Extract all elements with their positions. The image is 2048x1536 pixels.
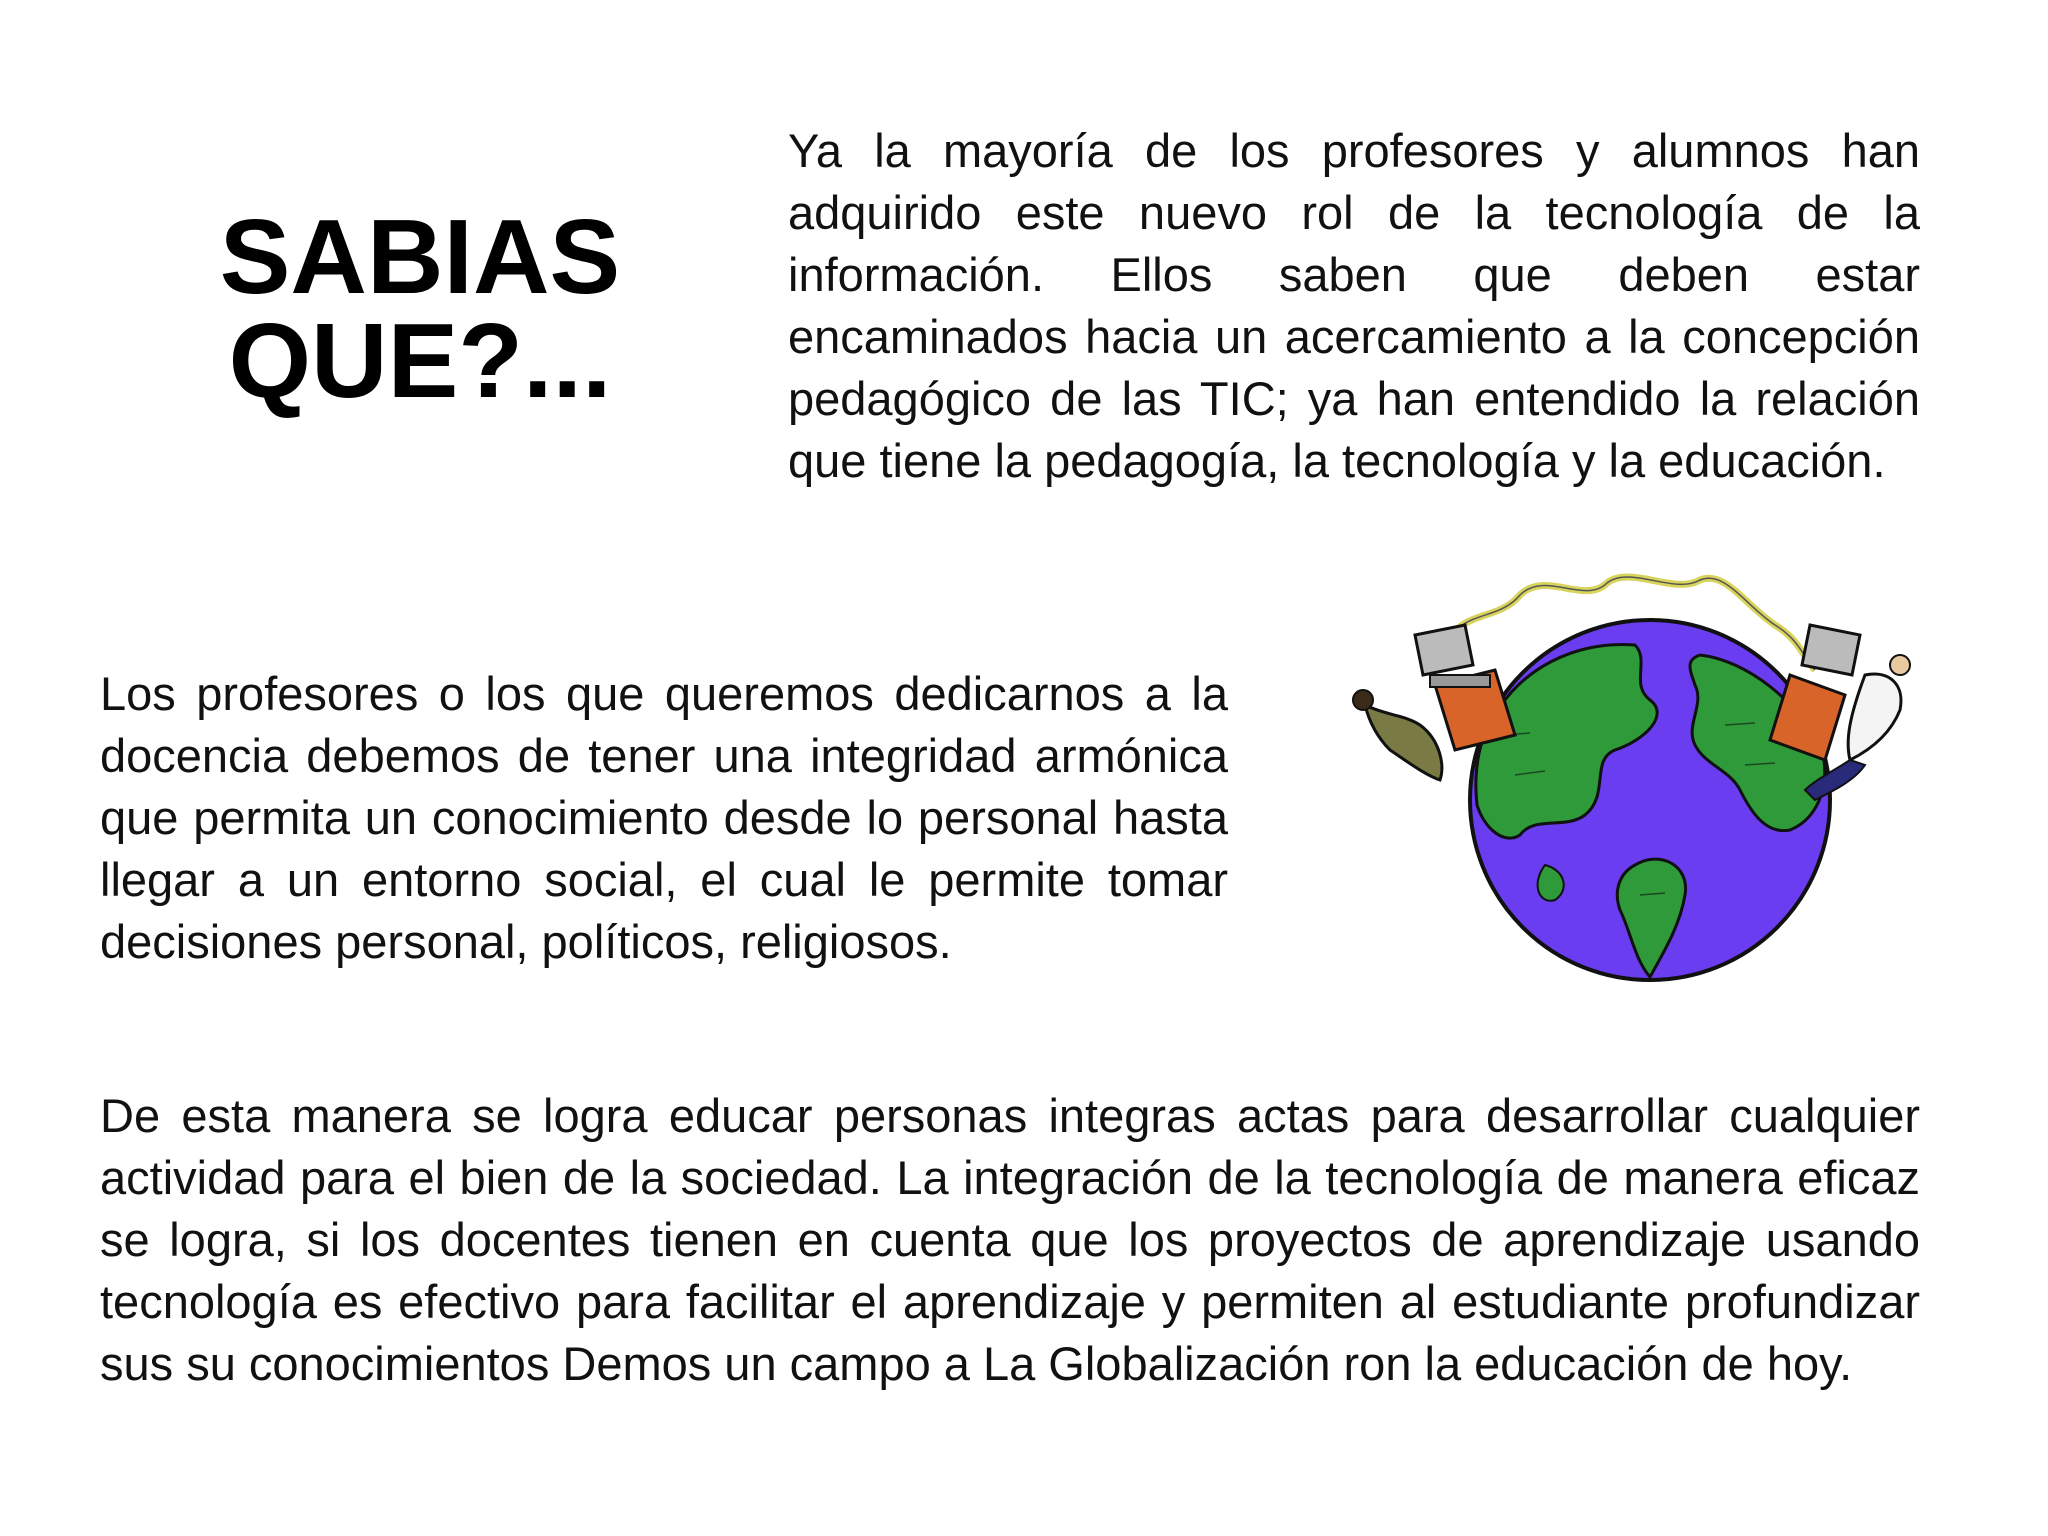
title-line-1: SABIAS	[219, 198, 621, 316]
globe-with-two-computer-users-icon	[1345, 565, 1925, 995]
slide-title	[150, 198, 690, 420]
paragraph-top: Ya la mayoría de los profesores y alumnos han adquirido este nuevo rol de la tecnología de la información. Ellos saben que deben estar encaminados hacia un acercamiento a la concepción pedagógico de las TIC; ya han entendido la relación que tiene la pedagogía, la tecnología y la educación.	[788, 124, 1920, 487]
paragraph-bottom: De esta manera se logra educar personas integras actas para desarrollar cualquier actividad para el bien de la sociedad. La integración de la tecnología de manera eficaz se logra, si los docentes tienen en cuenta que los proyectos de aprendizaje usando tecnología es efectivo para facilitar el aprendizaje y permiten al estudiante profundizar sus su conocimientos Demos un campo a La Globalización ron la educación de hoy.	[100, 1089, 1920, 1390]
paragraph-middle: Los profesores o los que queremos dedicarnos a la docencia debemos de tener una integridad armónica que permita un conocimiento desde lo personal hasta llegar a un entorno social, el cual le permite tomar decisiones personal, políticos, religiosos.	[100, 667, 1228, 968]
title-line-2: QUE?...	[228, 302, 612, 420]
globe-icon	[1470, 620, 1830, 980]
